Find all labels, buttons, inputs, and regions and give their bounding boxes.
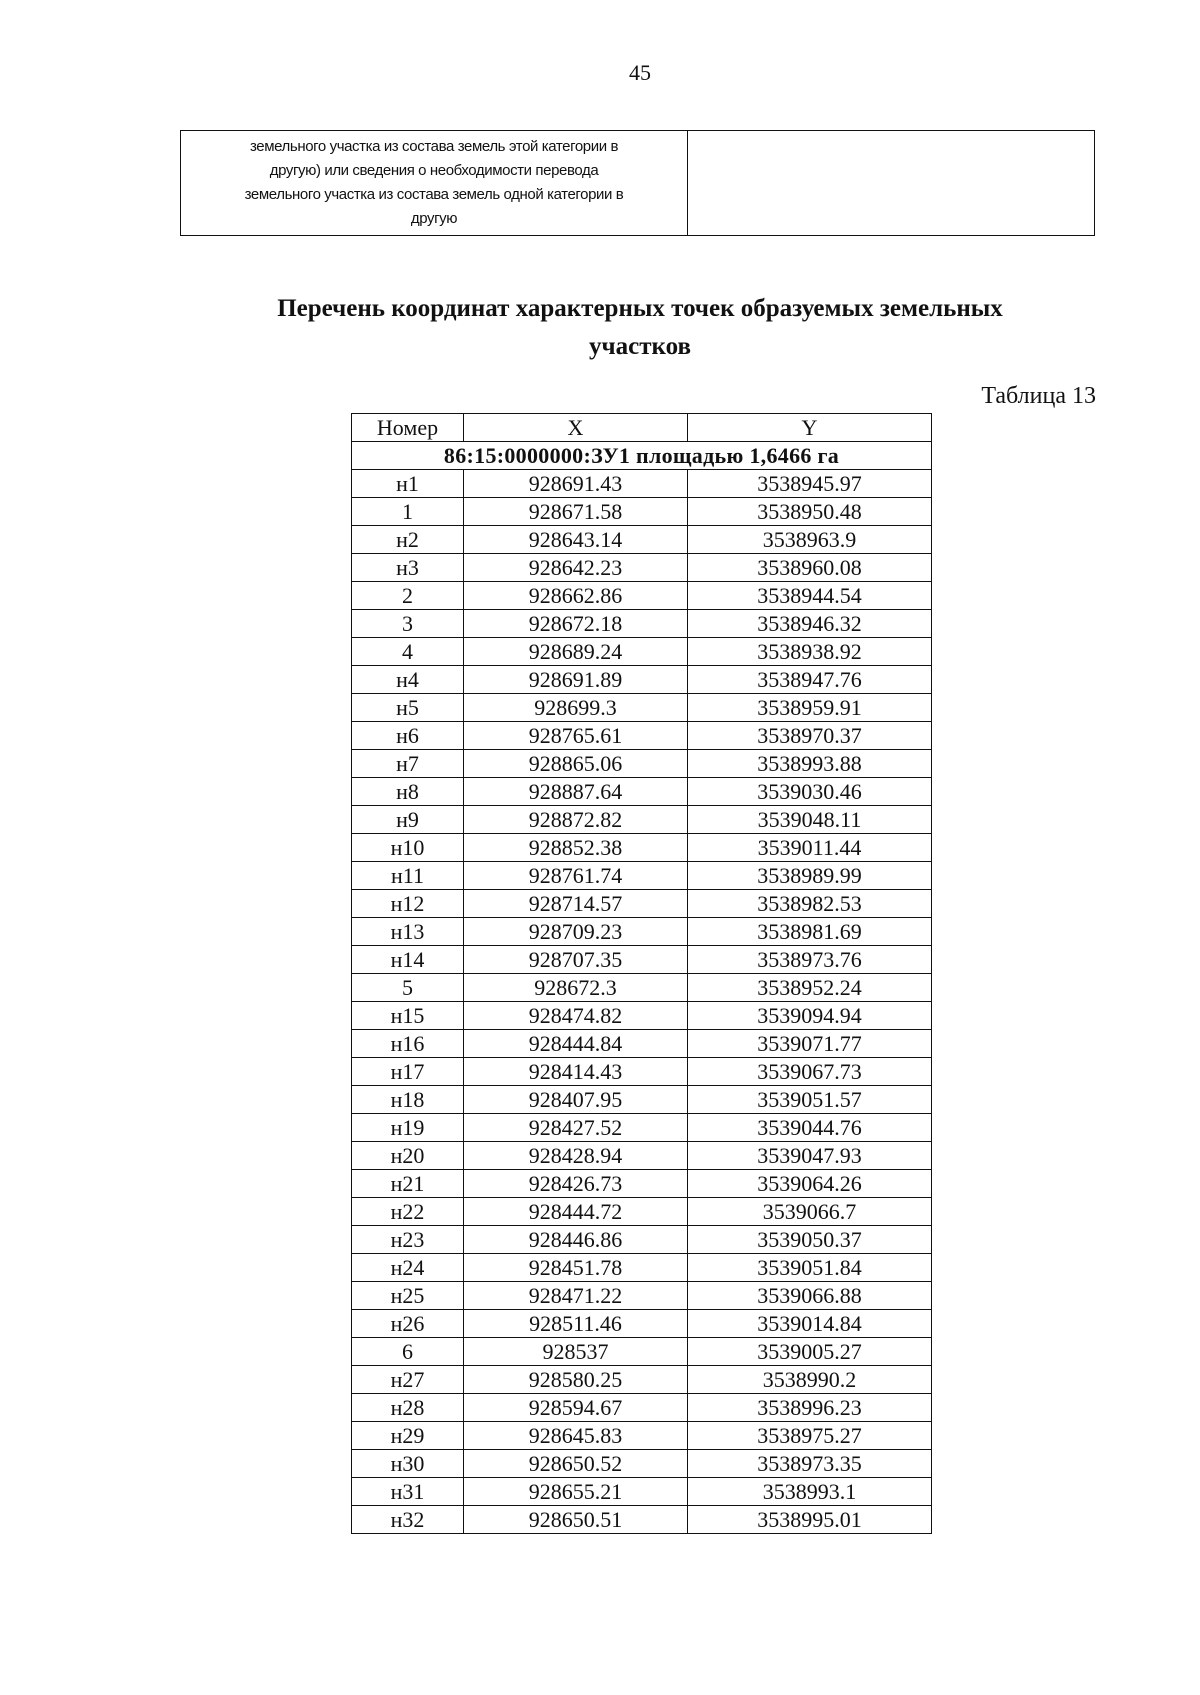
y-coordinate-cell: 3538963.9 xyxy=(688,526,932,554)
parcel-title: 86:15:0000000:ЗУ1 площадью 1,6466 га xyxy=(352,442,932,470)
y-coordinate-cell: 3539014.84 xyxy=(688,1310,932,1338)
table-row xyxy=(352,862,932,890)
y-coordinate-cell: 3538950.48 xyxy=(688,498,932,526)
heading-line: участков xyxy=(589,333,691,360)
x-coordinate-cell: 928765.61 xyxy=(464,722,688,750)
y-coordinate-cell: 3538945.97 xyxy=(688,470,932,498)
table-row xyxy=(352,1366,932,1394)
x-coordinate-cell: 928709.23 xyxy=(464,918,688,946)
y-coordinate-cell: 3539066.7 xyxy=(688,1198,932,1226)
table-row xyxy=(352,470,932,498)
table-row xyxy=(352,1170,932,1198)
x-coordinate-cell: 928643.14 xyxy=(464,526,688,554)
y-coordinate-cell: 3538947.76 xyxy=(688,666,932,694)
y-coordinate-cell: 3539064.26 xyxy=(688,1170,932,1198)
point-number-cell: н7 xyxy=(352,750,464,778)
x-coordinate-cell: 928511.46 xyxy=(464,1310,688,1338)
x-coordinate-cell: 928471.22 xyxy=(464,1282,688,1310)
continuation-value-cell xyxy=(688,131,1095,236)
table-row xyxy=(352,806,932,834)
point-number-cell: н16 xyxy=(352,1030,464,1058)
y-coordinate-cell: 3538946.32 xyxy=(688,610,932,638)
x-coordinate-cell: 928714.57 xyxy=(464,890,688,918)
y-coordinate-cell: 3538993.1 xyxy=(688,1478,932,1506)
x-coordinate-cell: 928872.82 xyxy=(464,806,688,834)
table-row xyxy=(352,1422,932,1450)
y-coordinate-cell: 3538938.92 xyxy=(688,638,932,666)
x-coordinate-cell: 928444.72 xyxy=(464,1198,688,1226)
table-row xyxy=(352,918,932,946)
heading-line: Перечень координат характерных точек образуемых земельных xyxy=(277,295,1003,322)
table-row xyxy=(352,1198,932,1226)
page-number: 45 xyxy=(629,60,651,85)
y-coordinate-cell: 3538981.69 xyxy=(688,918,932,946)
coordinates-body xyxy=(352,470,932,1534)
y-coordinate-cell: 3538989.99 xyxy=(688,862,932,890)
table-row xyxy=(352,946,932,974)
x-coordinate-cell: 928699.3 xyxy=(464,694,688,722)
continuation-line: земельного участка из состава земель одной категории в xyxy=(244,186,624,203)
y-coordinate-cell: 3539048.11 xyxy=(688,806,932,834)
y-coordinate-cell: 3538982.53 xyxy=(688,890,932,918)
column-header-y: Y xyxy=(688,414,932,442)
x-coordinate-cell: 928474.82 xyxy=(464,1002,688,1030)
point-number-cell: н31 xyxy=(352,1478,464,1506)
point-number-cell: н8 xyxy=(352,778,464,806)
table-row xyxy=(352,1394,932,1422)
point-number-cell: н9 xyxy=(352,806,464,834)
point-number-cell: н18 xyxy=(352,1086,464,1114)
y-coordinate-cell: 3539051.57 xyxy=(688,1086,932,1114)
x-coordinate-cell: 928707.35 xyxy=(464,946,688,974)
y-coordinate-cell: 3538973.35 xyxy=(688,1450,932,1478)
point-number-cell: 1 xyxy=(352,498,464,526)
table-row xyxy=(352,1002,932,1030)
point-number-cell: н2 xyxy=(352,526,464,554)
point-number-cell: н26 xyxy=(352,1310,464,1338)
table-row xyxy=(352,498,932,526)
x-coordinate-cell: 928428.94 xyxy=(464,1142,688,1170)
point-number-cell: н32 xyxy=(352,1506,464,1534)
point-number-cell: н30 xyxy=(352,1450,464,1478)
table-row xyxy=(352,1142,932,1170)
x-coordinate-cell: 928645.83 xyxy=(464,1422,688,1450)
y-coordinate-cell: 3538996.23 xyxy=(688,1394,932,1422)
x-coordinate-cell: 928444.84 xyxy=(464,1030,688,1058)
table-row xyxy=(352,1310,932,1338)
y-coordinate-cell: 3539066.88 xyxy=(688,1282,932,1310)
column-header-x: X xyxy=(464,414,688,442)
point-number-cell: н21 xyxy=(352,1170,464,1198)
point-number-cell: н28 xyxy=(352,1394,464,1422)
point-number-cell: 5 xyxy=(352,974,464,1002)
x-coordinate-cell: 928689.24 xyxy=(464,638,688,666)
table-row xyxy=(352,778,932,806)
y-coordinate-cell: 3539051.84 xyxy=(688,1254,932,1282)
y-coordinate-cell: 3539047.93 xyxy=(688,1142,932,1170)
x-coordinate-cell: 928580.25 xyxy=(464,1366,688,1394)
scan-artifact xyxy=(470,2,530,12)
y-coordinate-cell: 3539094.94 xyxy=(688,1002,932,1030)
point-number-cell: н20 xyxy=(352,1142,464,1170)
table-row xyxy=(352,722,932,750)
x-coordinate-cell: 928761.74 xyxy=(464,862,688,890)
point-number-cell: н1 xyxy=(352,470,464,498)
section-row xyxy=(352,442,932,470)
section-heading xyxy=(150,290,1130,366)
x-coordinate-cell: 928691.89 xyxy=(464,666,688,694)
table-row xyxy=(352,638,932,666)
point-number-cell: н24 xyxy=(352,1254,464,1282)
point-number-cell: н6 xyxy=(352,722,464,750)
y-coordinate-cell: 3538944.54 xyxy=(688,582,932,610)
y-coordinate-cell: 3539011.44 xyxy=(688,834,932,862)
column-header-number: Номер xyxy=(352,414,464,442)
x-coordinate-cell: 928671.58 xyxy=(464,498,688,526)
point-number-cell: н3 xyxy=(352,554,464,582)
table-caption: Таблица 13 xyxy=(981,383,1096,409)
continuation-line: другую xyxy=(410,210,458,227)
y-coordinate-cell: 3538993.88 xyxy=(688,750,932,778)
table-row xyxy=(352,666,932,694)
x-coordinate-cell: 928865.06 xyxy=(464,750,688,778)
point-number-cell: н5 xyxy=(352,694,464,722)
point-number-cell: н11 xyxy=(352,862,464,890)
continuation-row xyxy=(181,131,1095,236)
y-coordinate-cell: 3538975.27 xyxy=(688,1422,932,1450)
continuation-table xyxy=(180,130,1095,236)
y-coordinate-cell: 3539050.37 xyxy=(688,1226,932,1254)
x-coordinate-cell: 928426.73 xyxy=(464,1170,688,1198)
x-coordinate-cell: 928451.78 xyxy=(464,1254,688,1282)
table-row xyxy=(352,1450,932,1478)
table-row xyxy=(352,1058,932,1086)
x-coordinate-cell: 928427.52 xyxy=(464,1114,688,1142)
x-coordinate-cell: 928650.51 xyxy=(464,1506,688,1534)
point-number-cell: н17 xyxy=(352,1058,464,1086)
x-coordinate-cell: 928655.21 xyxy=(464,1478,688,1506)
point-number-cell: н4 xyxy=(352,666,464,694)
header-row xyxy=(352,414,932,442)
point-number-cell: н29 xyxy=(352,1422,464,1450)
y-coordinate-cell: 3538990.2 xyxy=(688,1366,932,1394)
point-number-cell: н19 xyxy=(352,1114,464,1142)
table-row xyxy=(352,1506,932,1534)
coordinates-table xyxy=(351,413,932,1534)
x-coordinate-cell: 928672.3 xyxy=(464,974,688,1002)
point-number-cell: 3 xyxy=(352,610,464,638)
table-row xyxy=(352,1030,932,1058)
table-row xyxy=(352,1226,932,1254)
y-coordinate-cell: 3538973.76 xyxy=(688,946,932,974)
y-coordinate-cell: 3538959.91 xyxy=(688,694,932,722)
point-number-cell: н14 xyxy=(352,946,464,974)
x-coordinate-cell: 928414.43 xyxy=(464,1058,688,1086)
table-row xyxy=(352,582,932,610)
x-coordinate-cell: 928642.23 xyxy=(464,554,688,582)
y-coordinate-cell: 3539005.27 xyxy=(688,1338,932,1366)
point-number-cell: н15 xyxy=(352,1002,464,1030)
x-coordinate-cell: 928446.86 xyxy=(464,1226,688,1254)
x-coordinate-cell: 928662.86 xyxy=(464,582,688,610)
x-coordinate-cell: 928650.52 xyxy=(464,1450,688,1478)
y-coordinate-cell: 3539071.77 xyxy=(688,1030,932,1058)
table-row xyxy=(352,1086,932,1114)
table-row xyxy=(352,1282,932,1310)
point-number-cell: н22 xyxy=(352,1198,464,1226)
y-coordinate-cell: 3538960.08 xyxy=(688,554,932,582)
continuation-line: другую) или сведения о необходимости перевода xyxy=(269,162,599,179)
table-row xyxy=(352,526,932,554)
x-coordinate-cell: 928672.18 xyxy=(464,610,688,638)
table-row xyxy=(352,1478,932,1506)
point-number-cell: н27 xyxy=(352,1366,464,1394)
table-row xyxy=(352,694,932,722)
point-number-cell: н12 xyxy=(352,890,464,918)
x-coordinate-cell: 928691.43 xyxy=(464,470,688,498)
table-row xyxy=(352,1254,932,1282)
continuation-line: земельного участка из состава земель этой категории в xyxy=(249,138,619,155)
point-number-cell: н23 xyxy=(352,1226,464,1254)
table-row xyxy=(352,890,932,918)
point-number-cell: 4 xyxy=(352,638,464,666)
table-row xyxy=(352,1114,932,1142)
continuation-text-cell xyxy=(181,131,688,236)
point-number-cell: н10 xyxy=(352,834,464,862)
x-coordinate-cell: 928594.67 xyxy=(464,1394,688,1422)
x-coordinate-cell: 928852.38 xyxy=(464,834,688,862)
y-coordinate-cell: 3538970.37 xyxy=(688,722,932,750)
table-row xyxy=(352,834,932,862)
y-coordinate-cell: 3539067.73 xyxy=(688,1058,932,1086)
point-number-cell: 2 xyxy=(352,582,464,610)
x-coordinate-cell: 928407.95 xyxy=(464,1086,688,1114)
point-number-cell: н13 xyxy=(352,918,464,946)
y-coordinate-cell: 3538995.01 xyxy=(688,1506,932,1534)
table-row xyxy=(352,554,932,582)
y-coordinate-cell: 3538952.24 xyxy=(688,974,932,1002)
point-number-cell: н25 xyxy=(352,1282,464,1310)
table-row xyxy=(352,974,932,1002)
y-coordinate-cell: 3539044.76 xyxy=(688,1114,932,1142)
table-row xyxy=(352,1338,932,1366)
table-row xyxy=(352,750,932,778)
point-number-cell: 6 xyxy=(352,1338,464,1366)
table-row xyxy=(352,610,932,638)
y-coordinate-cell: 3539030.46 xyxy=(688,778,932,806)
x-coordinate-cell: 928887.64 xyxy=(464,778,688,806)
x-coordinate-cell: 928537 xyxy=(464,1338,688,1366)
